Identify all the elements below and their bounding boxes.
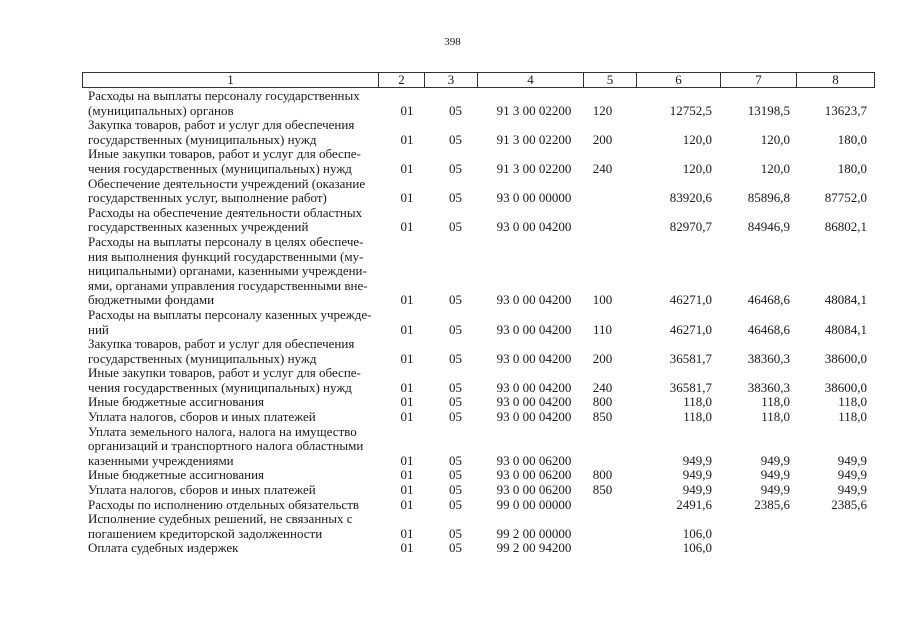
amount-year-3: 180,0 <box>837 131 867 147</box>
amount-year-1: 106,0 <box>682 540 712 556</box>
amount-year-2: 85896,8 <box>747 190 790 206</box>
target-article-code: 93 0 00 04200 <box>496 379 572 395</box>
subsection-code: 05 <box>449 394 462 410</box>
row-name <box>82 177 378 206</box>
row-name <box>82 468 378 483</box>
expense-type-code: 850 <box>592 482 613 498</box>
amount-year-1: 12752,5 <box>669 102 712 118</box>
amount-year-3: 949,9 <box>837 482 867 498</box>
row-name-line: Расходы на выплаты персоналу государственных <box>88 88 360 103</box>
subsection-code: 05 <box>449 131 462 147</box>
row-name-line: ями, органами управления государственными вне- <box>88 277 368 293</box>
row-name-line: Иные бюджетные ассигнования <box>88 394 265 410</box>
amount-year-3: 2385,6 <box>831 496 867 512</box>
subsection-code: 05 <box>449 190 462 206</box>
table-row <box>82 395 873 410</box>
section-code: 01 <box>400 467 414 483</box>
row-name-line: государственных (муниципальных) нужд <box>88 131 317 147</box>
row-name-line: государственных казенных учреждений <box>88 219 309 235</box>
subsection-code: 05 <box>449 219 462 235</box>
section-code: 01 <box>400 496 414 512</box>
amount-year-2: 46468,6 <box>747 321 790 337</box>
amount-year-3: 48084,1 <box>824 292 867 308</box>
header-col-8: 8 <box>832 72 839 87</box>
subsection-code: 05 <box>449 496 462 512</box>
target-article-code: 93 0 00 04200 <box>496 394 572 410</box>
row-name <box>82 235 378 308</box>
amount-year-1: 46271,0 <box>669 321 712 337</box>
subsection-code: 05 <box>449 350 462 366</box>
row-name-line: Расходы на обеспечение деятельности областных <box>88 204 363 220</box>
target-article-code: 99 0 00 00000 <box>496 496 572 512</box>
table-row <box>82 118 873 147</box>
page-number: 398 <box>444 36 461 48</box>
section-code: 01 <box>400 394 414 410</box>
amount-year-1: 36581,7 <box>669 350 712 366</box>
header-col-5: 5 <box>584 73 637 87</box>
amount-year-3: 949,9 <box>837 452 867 468</box>
expense-type-code: 850 <box>592 409 613 425</box>
amount-year-3: 180,0 <box>837 160 867 176</box>
amount-year-3: 118,0 <box>838 394 867 410</box>
table-row <box>82 177 873 206</box>
amount-year-1: 949,9 <box>682 467 712 483</box>
table-row <box>82 206 873 235</box>
table-row <box>82 498 873 513</box>
target-article-code: 93 0 00 00000 <box>496 190 572 206</box>
expense-type-code: 200 <box>592 350 613 366</box>
target-article-code: 93 0 00 06200 <box>496 452 572 468</box>
section-code: 01 <box>400 321 414 337</box>
amount-year-1: 46271,0 <box>669 292 712 308</box>
expense-type-code: 100 <box>592 292 613 308</box>
row-name <box>82 498 378 513</box>
amount-year-2: 38360,3 <box>747 350 790 366</box>
subsection-code: 05 <box>449 525 462 541</box>
row-name-line: Закупка товаров, работ и услуг для обеспечения <box>88 336 355 352</box>
header-col-4: 4 <box>478 73 584 87</box>
row-name <box>82 425 378 469</box>
subsection-code: 05 <box>449 160 462 176</box>
amount-year-2: 84946,9 <box>747 219 790 235</box>
subsection-code: 05 <box>449 379 462 395</box>
amount-year-2: 949,9 <box>760 452 790 468</box>
amount-year-3: 87752,0 <box>824 190 867 206</box>
row-name-line: государственных услуг, выполнение работ) <box>88 190 327 206</box>
amount-year-2: 120,0 <box>760 160 790 176</box>
row-name-line: Иные закупки товаров, работ и услуг для обеспе- <box>88 365 361 381</box>
target-article-code: 93 0 00 04200 <box>496 350 572 366</box>
amount-year-3: 949,9 <box>837 467 867 483</box>
amount-year-1: 120,0 <box>682 131 712 147</box>
target-article-code: 93 0 00 04200 <box>496 321 572 337</box>
row-name-line: Исполнение судебных решений, не связанных с <box>88 511 353 527</box>
row-name-line: Иные закупки товаров, работ и услуг для обеспе- <box>88 146 361 162</box>
amount-year-3: 38600,0 <box>824 350 867 366</box>
amount-year-2: 118,0 <box>761 394 790 410</box>
row-name-line: погашением кредиторской задолженности <box>88 525 323 541</box>
amount-year-1: 118,0 <box>683 394 712 410</box>
target-article-code: 93 0 00 06200 <box>496 482 572 498</box>
amount-year-2: 949,9 <box>760 482 790 498</box>
amount-year-1: 83920,6 <box>669 190 712 206</box>
target-article-code: 91 3 00 02200 <box>496 102 572 118</box>
row-name <box>82 395 378 410</box>
target-article-code: 91 3 00 02200 <box>496 160 572 176</box>
header-col-6: 6 <box>637 73 721 87</box>
table-header <box>82 72 875 88</box>
amount-year-2: 38360,3 <box>747 379 790 395</box>
amount-year-1: 2491,6 <box>676 496 712 512</box>
row-name <box>82 483 378 498</box>
amount-year-2: 2385,6 <box>754 496 790 512</box>
section-code: 01 <box>400 160 414 176</box>
subsection-code: 05 <box>449 540 462 556</box>
section-code: 01 <box>400 102 414 118</box>
table-row <box>82 147 873 176</box>
amount-year-1: 106,0 <box>682 525 712 541</box>
subsection-code: 05 <box>449 452 462 468</box>
target-article-code: 91 3 00 02200 <box>496 131 572 147</box>
row-name-line: ния выполнения функций государственными (му- <box>88 248 364 264</box>
row-name-line: организаций и транспортного налога областными <box>88 438 364 454</box>
expense-type-code: 800 <box>592 467 613 483</box>
header-col-1: 1 <box>83 73 379 87</box>
expense-type-code: 240 <box>592 379 613 395</box>
row-name-line: (муниципальных) органов <box>88 102 234 118</box>
row-name <box>82 366 378 395</box>
target-article-code: 99 2 00 00000 <box>496 525 572 541</box>
amount-year-2: 13198,5 <box>747 102 790 118</box>
row-name-line: ний <box>88 321 109 337</box>
amount-year-2: 120,0 <box>760 131 790 147</box>
table-row <box>82 541 873 556</box>
table-row <box>82 468 873 483</box>
amount-year-3: 86802,1 <box>824 219 867 235</box>
amount-year-3: 48084,1 <box>824 321 867 337</box>
table-row <box>82 512 873 541</box>
header-col-7: 7 <box>721 73 797 87</box>
section-code: 01 <box>400 350 414 366</box>
row-name <box>82 118 378 147</box>
target-article-code: 93 0 00 06200 <box>496 467 572 483</box>
expense-type-code: 800 <box>592 394 613 410</box>
row-name-line: чения государственных (муниципальных) нужд <box>88 160 352 176</box>
subsection-code: 05 <box>449 321 462 337</box>
amount-year-2: 949,9 <box>760 467 790 483</box>
table-row <box>82 235 873 308</box>
amount-year-2: 46468,6 <box>747 292 790 308</box>
amount-year-2: 118,0 <box>761 409 790 425</box>
expense-type-code: 200 <box>592 131 613 147</box>
amount-year-3: 38600,0 <box>824 379 867 395</box>
target-article-code: 93 0 00 04200 <box>496 292 572 308</box>
row-name <box>82 410 378 425</box>
target-article-code: 93 0 00 04200 <box>496 409 572 425</box>
amount-year-3: 118,0 <box>838 409 867 425</box>
table-row <box>82 337 873 366</box>
amount-year-1: 120,0 <box>682 160 712 176</box>
row-name-line: Иные бюджетные ассигнования <box>88 467 265 483</box>
row-name-line: бюджетными фондами <box>88 292 215 308</box>
row-name <box>82 89 378 118</box>
row-name-line: Закупка товаров, работ и услуг для обеспечения <box>88 117 355 133</box>
section-code: 01 <box>400 482 414 498</box>
amount-year-3: 13623,7 <box>824 102 867 118</box>
table-row <box>82 308 873 337</box>
table-row <box>82 410 873 425</box>
table-row <box>82 483 873 498</box>
row-name-line: Расходы на выплаты персоналу казенных учрежде- <box>88 306 372 322</box>
row-name <box>82 308 378 337</box>
row-name <box>82 147 378 176</box>
header-col-3: 3 <box>425 73 478 87</box>
row-name-line: Расходы на выплаты персоналу в целях обеспече- <box>88 233 364 249</box>
amount-year-1: 82970,7 <box>669 219 712 235</box>
subsection-code: 05 <box>449 467 462 483</box>
row-name-line: Обеспечение деятельности учреждений (оказание <box>88 175 366 191</box>
amount-year-1: 36581,7 <box>669 379 712 395</box>
header-col-2: 2 <box>379 73 425 87</box>
subsection-code: 05 <box>449 409 462 425</box>
target-article-code: 99 2 00 94200 <box>496 540 572 556</box>
row-name-line: Уплата налогов, сборов и иных платежей <box>88 409 316 425</box>
subsection-code: 05 <box>449 482 462 498</box>
section-code: 01 <box>400 131 414 147</box>
section-code: 01 <box>400 292 414 308</box>
expense-type-code: 120 <box>592 102 613 118</box>
target-article-code: 93 0 00 04200 <box>496 219 572 235</box>
row-name <box>82 512 378 541</box>
section-code: 01 <box>400 525 414 541</box>
row-name-line: Уплата земельного налога, налога на имущество <box>88 423 357 439</box>
table-row <box>82 366 873 395</box>
row-name <box>82 337 378 366</box>
section-code: 01 <box>400 540 414 556</box>
row-name-line: Уплата налогов, сборов и иных платежей <box>88 482 316 498</box>
subsection-code: 05 <box>449 292 462 308</box>
amount-year-1: 118,0 <box>683 409 712 425</box>
table-row <box>82 425 873 469</box>
subsection-code: 05 <box>449 102 462 118</box>
table-row <box>82 89 873 118</box>
row-name-line: Расходы по исполнению отдельных обязательств <box>88 496 360 512</box>
amount-year-1: 949,9 <box>682 482 712 498</box>
row-name-line: ниципальными) органами, казенными учреждени- <box>88 263 367 279</box>
amount-year-1: 949,9 <box>682 452 712 468</box>
expense-type-code: 240 <box>592 160 613 176</box>
section-code: 01 <box>400 409 414 425</box>
section-code: 01 <box>400 379 414 395</box>
row-name <box>82 541 378 556</box>
expense-type-code: 110 <box>592 321 613 337</box>
row-name <box>82 206 378 235</box>
budget-table-body <box>82 89 873 556</box>
section-code: 01 <box>400 452 414 468</box>
row-name-line: казенными учреждениями <box>88 452 234 468</box>
section-code: 01 <box>400 190 414 206</box>
row-name-line: чения государственных (муниципальных) нужд <box>88 379 352 395</box>
section-code: 01 <box>400 219 414 235</box>
row-name-line: Оплата судебных издержек <box>88 540 239 556</box>
row-name-line: государственных (муниципальных) нужд <box>88 350 317 366</box>
